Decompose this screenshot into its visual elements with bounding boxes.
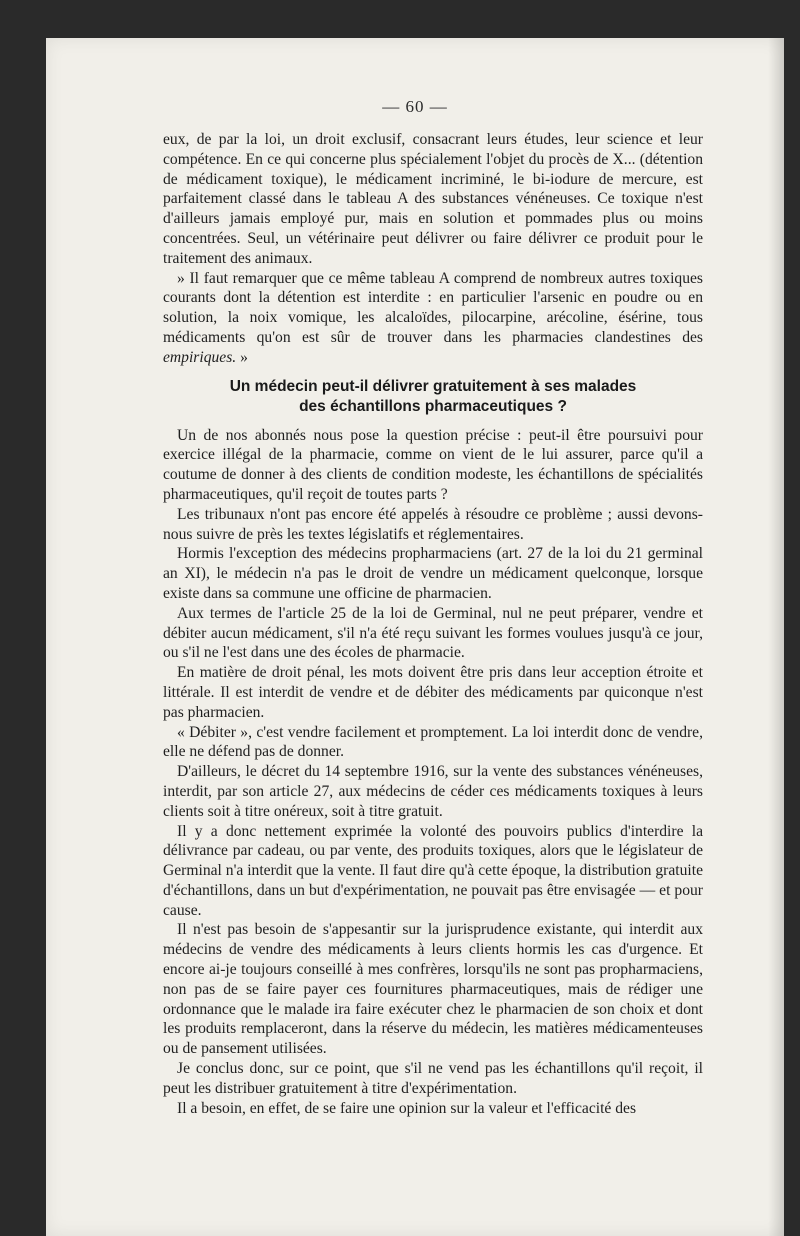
paragraph: Il n'est pas besoin de s'appesantir sur la jurisprudence existante, qui interdit aux médecins de vendre des médicaments à leurs clients hormis les cas d'urgence. Et encore ai-je toujours conseillé à mes confrères, lorsqu'ils ne sont pas propharmaciens, non pas de se faire payer ces fournitures pharmaceutiques, mais de rédiger une ordonnance que le malade ira faire exécuter chez le pharmacien de son choix et dont les produits remplaceront, dans la réserve du médecin, les matières médicamenteuses ou de pansement utilisées. [163, 921, 703, 1058]
document-page [46, 38, 784, 1236]
page-edge-shadow [768, 38, 784, 1236]
paragraph: D'ailleurs, le décret du 14 septembre 1916, sur la vente des substances vénéneuses, interdit, par son article 27, aux médecins de céder ces médicaments toxiques à leurs clients soit à titre onéreux, soit à titre gratuit. [163, 763, 703, 820]
section-heading [163, 377, 703, 417]
quote-text: » Il faut remarquer que ce même tableau A comprend de nombreux autres toxiques courants dont la détention est interdite : en particulier l'arsenic en poudre ou en solution, la noix vomique, les alcaloïdes, pilocarpine, arécoline, ésérine, tous médicaments qu'on est sûr de trouver dans les pharmacies clandestines des [163, 269, 703, 346]
paragraph: Je conclus donc, sur ce point, que s'il ne vend pas les échantillons qu'il reçoit, il peut les distribuer gratuitement à titre d'expérimentation. [163, 1060, 703, 1097]
heading-line-2: des échantillons pharmaceutiques ? [299, 397, 567, 415]
heading-line-1: Un médecin peut-il délivrer gratuitement à ses malades [229, 377, 637, 395]
paragraph: Les tribunaux n'ont pas encore été appelés à résoudre ce problème ; aussi devons-nous suivre de près les textes législatifs et réglementaires. [163, 505, 703, 543]
body-text [163, 130, 703, 1118]
quote-end: » [236, 348, 248, 366]
paragraph: Il a besoin, en effet, de se faire une opinion sur la valeur et l'efficacité des [177, 1099, 637, 1117]
paragraph: Un de nos abonnés nous pose la question précise : peut-il être poursuivi pour exercice illégal de la pharmacie, comme on vient de le lui assurer, parce qu'il a coutume de donner à des clients de condition modeste, les échantillons de spécialités pharmaceutiques, qu'il reçoit de toutes parts ? [163, 426, 703, 503]
paragraph: Hormis l'exception des médecins propharmaciens (art. 27 de la loi du 21 germinal an XI), le médecin n'a pas le droit de vendre un médicament quelconque, lorsque existe dans sa commune une officine de pharmacien. [163, 545, 703, 602]
paragraph: En matière de droit pénal, les mots doivent être pris dans leur acception étroite et littérale. Il est interdit de vendre et de débiter des médicaments par quiconque n'est pas pharmacien. [163, 664, 703, 721]
quote-paragraph [163, 269, 703, 368]
paragraph: eux, de par la loi, un droit exclusif, consacrant leurs études, leur science et leur compétence. En ce qui concerne plus spécialement l'objet du procès de X... (détention de médicament toxique), le médicament incriminé, le bi-iodure de mercure, est parfaitement classé dans le tableau A des substances vénéneuses. Ce toxique n'est d'ailleurs jamais employé pur, mais en solution et pommades plus ou moins concentrées. Seul, un vétérinaire peut délivrer ou faire délivrer ce produit pour le traitement des animaux. [163, 131, 703, 267]
paragraph: Il y a donc nettement exprimée la volonté des pouvoirs publics d'interdire la délivrance par cadeau, ou par vente, des produits toxiques, alors que le législateur de Germinal n'a interdit que la vente. Il faut dire qu'à cette époque, la distribution gratuite d'échantillons, dans un but d'expérimentation, ne pouvait pas être envisagée — et pour cause. [163, 822, 703, 919]
paragraph: « Débiter », c'est vendre facilement et promptement. La loi interdit donc de vendre, elle ne défend pas de donner. [163, 723, 703, 761]
paragraph: Aux termes de l'article 25 de la loi de Germinal, nul ne peut préparer, vendre et débiter aucun médicament, s'il n'a été reçu suivant les formes voulues jusqu'à ce jour, ou s'il ne l'est dans une des écoles de pharmacie. [163, 604, 703, 662]
quote-italic: empiriques. [163, 348, 237, 366]
page-number: — 60 — [382, 97, 448, 116]
